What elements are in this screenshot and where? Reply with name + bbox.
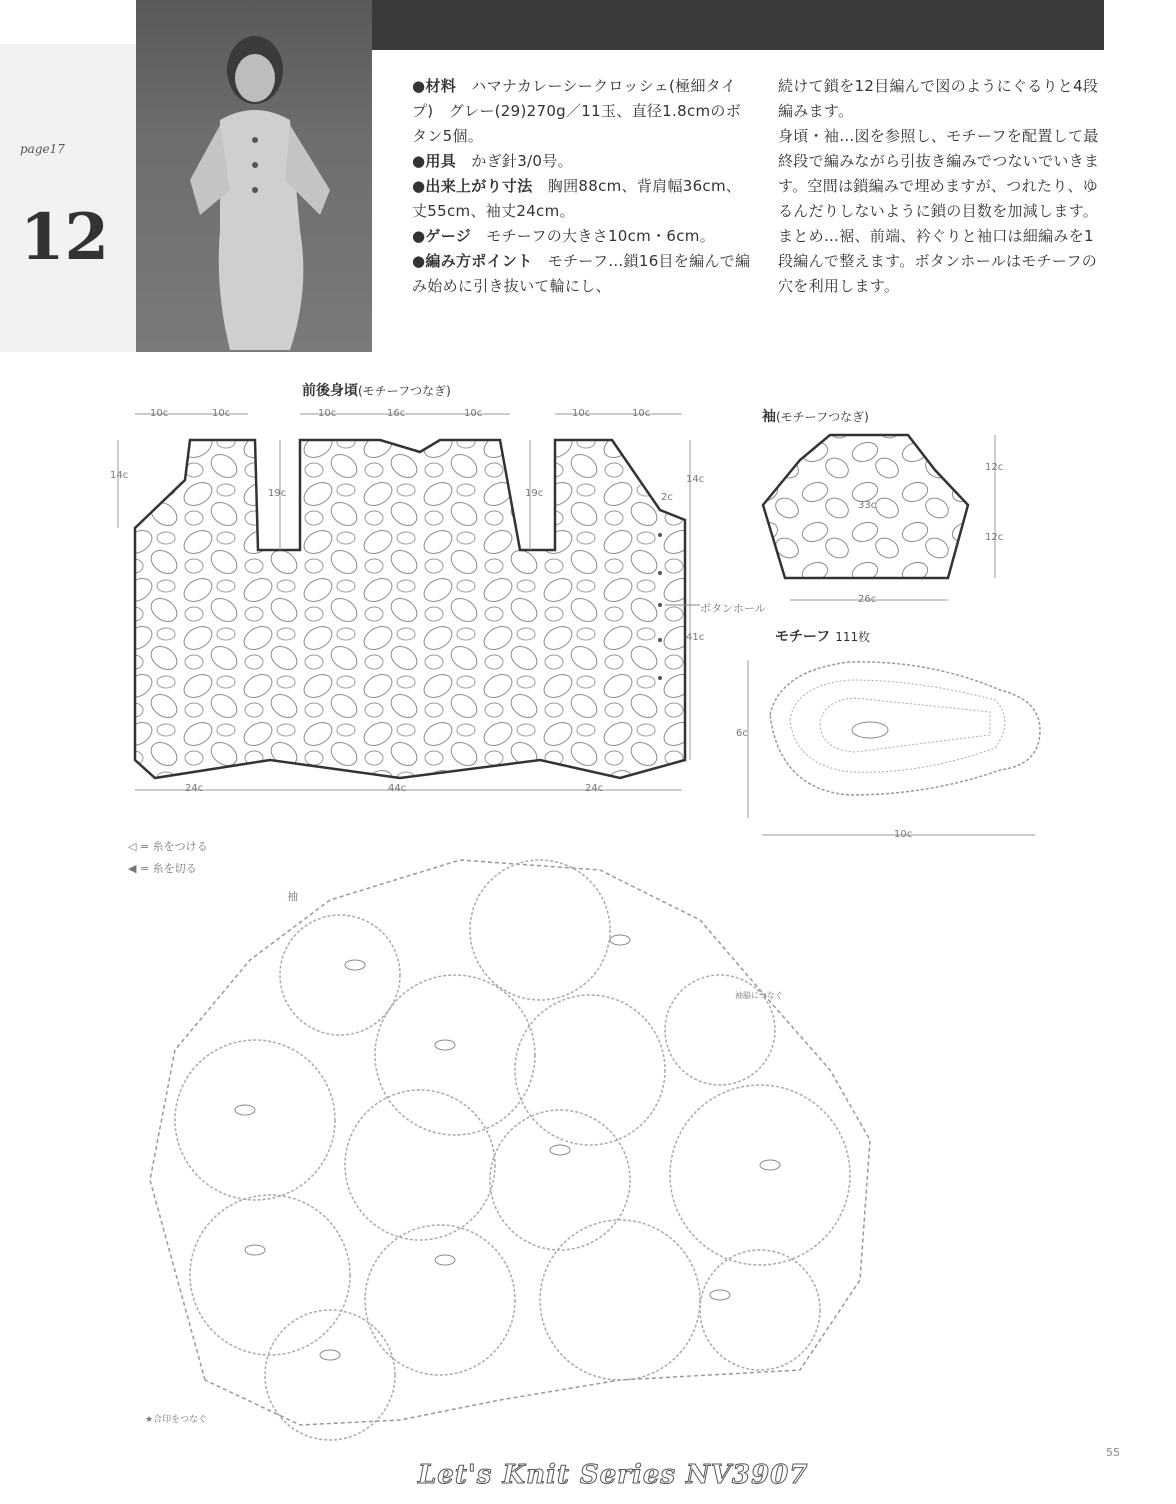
dim-label: 6c [736, 728, 748, 739]
sleeve-detail-label: 袖 [287, 890, 298, 903]
dim-label: 10c [894, 829, 913, 840]
dim-label: 19c [525, 488, 544, 499]
dim-label: 10c [150, 408, 169, 419]
buttonhole-label: ボタンホール [700, 602, 766, 615]
dim-label: 44c [388, 783, 407, 794]
body-outline [135, 440, 685, 778]
dim-label: 19c [268, 488, 287, 499]
method-paragraph: ●編み方ポイント モチーフ…鎖16目を編んで編み始めに引き抜いて輪にし、 [412, 252, 751, 295]
sleeve-diagram-title: 袖(モチーフつなぎ) [762, 409, 869, 425]
dim-label: 33c [858, 500, 877, 511]
dim-label: 10c [572, 408, 591, 419]
dim-label: 26c [858, 594, 877, 605]
page-number: 55 [1106, 1446, 1120, 1459]
dim-label: 10c [212, 408, 231, 419]
dim-label: 10c [464, 408, 483, 419]
materials-paragraph: ●材料 ハマナカレーシークロッシェ(極細タイプ) グレー(29)270g／11玉、直径1.8cmのボタン5個。 [412, 77, 741, 145]
legend-cut-yarn: ◀ = 糸を切る [128, 862, 197, 875]
page-reference: page17 [20, 142, 65, 156]
pattern-number: 12 [20, 200, 110, 275]
dim-label: 14c [686, 474, 705, 485]
dim-label: 14c [110, 470, 129, 481]
dim-label: 24c [585, 783, 604, 794]
dim-label: 12c [985, 462, 1004, 473]
dim-label: 10c [632, 408, 651, 419]
dim-label: 10c [318, 408, 337, 419]
dim-label: 41c [686, 632, 705, 643]
finishing-text: まとめ…裾、前端、衿ぐりと袖口は細編みを1段編んで整えます。ボタンホールはモチーフの穴を利用します。 [778, 227, 1098, 295]
join-note: 袖脇につなぐ [735, 991, 783, 1000]
sleeve-diagram [763, 435, 995, 600]
series-footer: Let's Knit Series NV3907 [418, 1460, 809, 1490]
body-diagram-title: 前後身頃(モチーフつなぎ) [302, 383, 451, 399]
dim-label: 2c [661, 492, 673, 503]
size-paragraph: ●出来上がり寸法 胸囲88cm、背肩幅36cm、丈55cm、袖丈24cm。 [412, 177, 742, 220]
legend-attach-yarn: ◁ = 糸をつける [128, 840, 208, 853]
dim-label: 12c [985, 532, 1004, 543]
dim-label: 24c [185, 783, 204, 794]
method-continued: 続けて鎖を12目編んで図のようにぐるりと4段編みます。 [778, 77, 1099, 120]
body-sleeve-text: 身頃・袖…図を参照し、モチーフを配置して最終段で編みながら引抜き編みでつないでいきます。空間は鎖編みで埋めますが、つれたり、ゆるんだりしないように鎖の目数を加減します。 [778, 127, 1100, 220]
sleeve-detail-diagram [150, 860, 870, 1440]
gauge-paragraph: ●ゲージ モチーフの大きさ10cm・6cm。 [412, 227, 715, 245]
motif-diagram [748, 660, 1040, 835]
body-diagram [118, 414, 700, 790]
dim-label: 16c [387, 408, 406, 419]
tools-paragraph: ●用具 かぎ針3/0号。 [412, 152, 573, 170]
motif-diagram-title: モチーフ 111枚 [775, 629, 871, 645]
mark-note: ★合印をつなぐ [145, 1415, 208, 1425]
